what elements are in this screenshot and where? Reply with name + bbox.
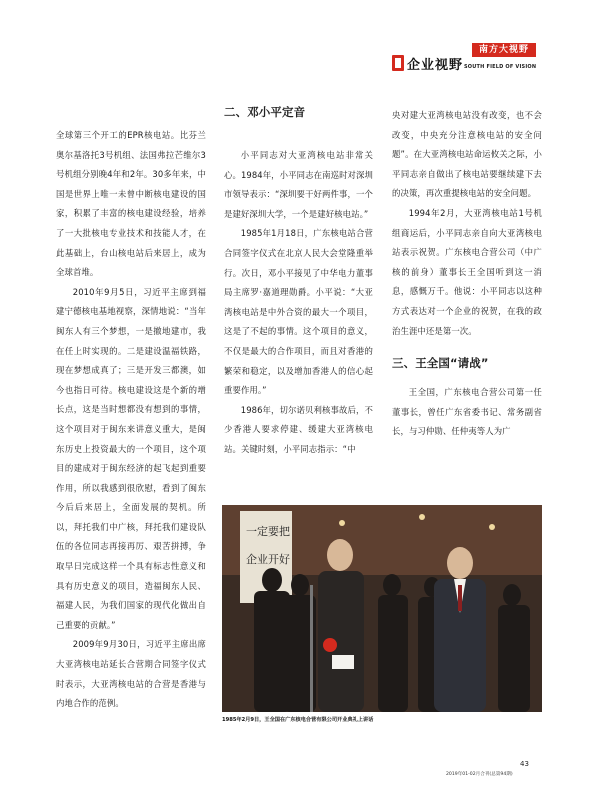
issue-note: 2019年01-02月合刊(总第94期) — [446, 772, 513, 777]
paragraph: 1986年，切尔诺贝利核事故后，不少香港人要求停建、缓建大亚湾核电站。关键时刻，小平同志指示：“中 — [224, 404, 373, 454]
n-logo-icon — [392, 55, 404, 71]
brand-english: SOUTH FIELD OF VISION — [464, 64, 537, 70]
paragraph: 全球第三个开工的EPR核电站。比芬兰奥尔基洛托3号机组、法国弗拉芒维尔3号机组分别晚4年和2年。30多年来，中国是世界上唯一未曾中断核电建设的国家，积累了丰富的核电建设经验，培养了一大批核电专业技术和技能人才，在此基础上，台山核电站后来居上，成为全球首堆。 — [56, 130, 206, 278]
photo-illustration — [222, 505, 542, 712]
paragraph: 1985年1月18日，广东核电站合营合同签字仪式在北京人民大会堂隆重举行。次日，邓小平接见了中华电力董事局主席罗·嘉道理勋爵。小平说：“大亚湾核电站是中外合资的最大一个项目，这是了不起的事情。这个项目的意义，不仅是最大的合作项目，而且对香港的繁荣和稳定，以及增加香港人的信心起重要作用。” — [224, 228, 373, 396]
brand-logo: 南方大视野 — [472, 43, 536, 57]
paragraph: 央对建大亚湾核电站没有改变，也不会改变，中央充分注意核电站的安全问题”。在大亚湾核电站命运攸关之际，小平同志亲自做出了核电站要继续建下去的决策，再次重提核电站的安全问题。 — [392, 110, 542, 199]
banner-text: 企业开好 — [246, 553, 290, 566]
paragraph: 2009年9月30日，习近平主席出席大亚湾核电站延长合营期合同签字仪式时表示，大亚湾核电站的合营是香港与内地合作的范例。 — [56, 639, 206, 709]
photo-caption: 1985年2月9日，王全国在广东核电合营有限公司开业典礼上讲话 — [222, 717, 374, 723]
section-heading-2: 二、邓小平定音 — [224, 105, 306, 119]
page-number: 43 — [520, 760, 529, 768]
paragraph: 小平同志对大亚湾核电站非常关心。1984年，小平同志在南巡时对深圳市领导表示：“深圳要干好两件事，一个是建好深圳大学，一个是建好核电站。” — [224, 150, 373, 219]
banner-text: 一定要把 — [246, 525, 290, 538]
paragraph: 1994年2月，大亚湾核电站1号机组商运后，小平同志亲自向大亚湾核电站表示祝贺。广东核电合营公司（中广核的前身）董事长王全国听到这一消息，感慨万千。他说：小平同志以这种方式表达对一个企业的祝贺，在我的政治生涯中还是第一次。 — [392, 207, 542, 336]
column-1 — [56, 126, 206, 714]
page-header — [392, 42, 542, 80]
section-heading-3: 三、王全国“请战” — [392, 356, 489, 371]
paragraph: 2010年9月5日，习近平主席到福建宁德核电基地视察，深情地说：“当年闽东人有三个梦想，一是撤地建市，我在任上时实现的。二是建设温福铁路，现在梦想成真了；三是开发三都澳，如今也指日可待。核电建设这是个新的增长点，这是当时想都没有想到的事情，这个项目对于闽东来讲意义重大，是闽东历史上投资最大的一个项目，这个项目的建成对于闽东经济的起飞起到重要作用，所以我感到很欣慰，看到了闽东今后后来居上，全面发展的契机。所以，拜托我们中广核，拜托我们建设队伍的各位同志再接再厉、艰苦拼搏，争取早日完成这样一个具有标志性意义和具有历史意义的项目，造福闽东人民、福建人民，为我们国家的现代化做出自己重要的贡献。” — [56, 286, 206, 630]
event-photo — [222, 505, 542, 712]
column-2 — [224, 105, 373, 460]
column-3 — [392, 106, 542, 442]
paragraph: 王全国，广东核电合营公司第一任董事长，曾任广东省委书记、常务副省长，与习仲勋、任仲夷等人为广 — [392, 387, 542, 437]
section-title: 企业视野 — [407, 58, 464, 73]
